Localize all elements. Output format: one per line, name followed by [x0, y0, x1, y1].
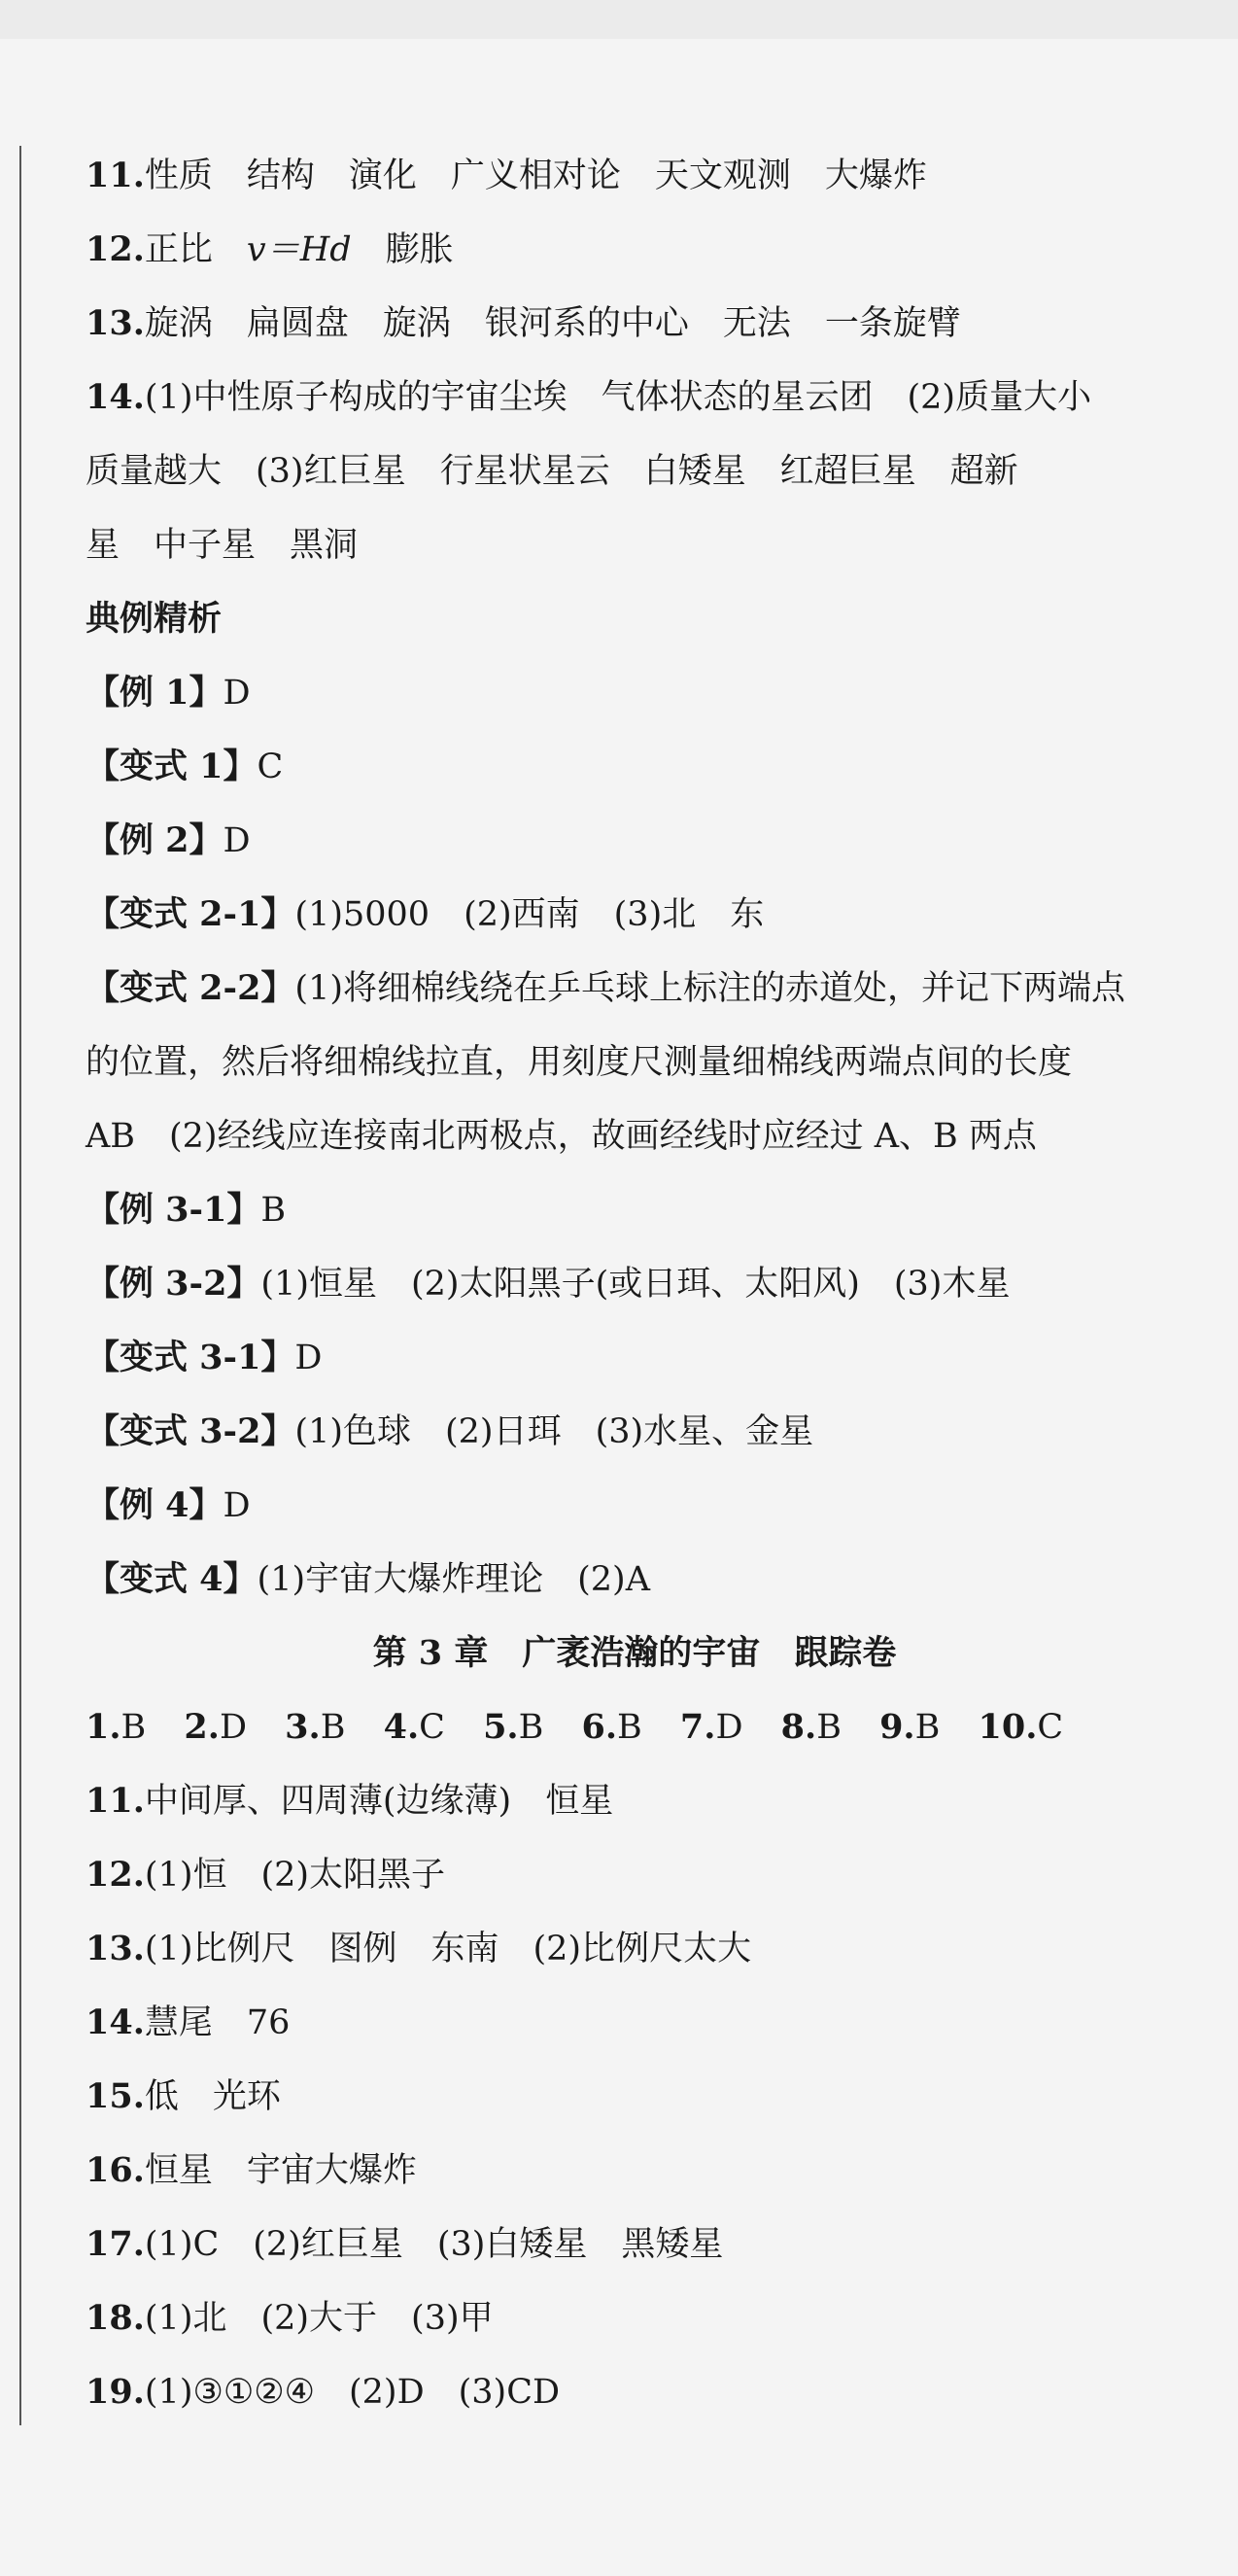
choice-answer: B [617, 1708, 642, 1747]
example-label: 【例 3-1】 [86, 1190, 261, 1230]
choice-answer: D [715, 1708, 743, 1747]
example-label: 【变式 3-2】 [86, 1411, 295, 1451]
choice-answer: B [816, 1708, 842, 1747]
question-number: 10. [978, 1707, 1038, 1747]
answer-text: D [294, 1339, 323, 1377]
question-number: 14. [86, 2002, 145, 2042]
example-line [86, 1395, 1184, 1469]
answer-line [86, 1912, 1184, 1986]
answer-text: (1)5000 (2)西南 (3)北 东 [294, 895, 765, 934]
answer-text: (1)比例尺 图例 东南 (2)比例尺太大 [144, 1930, 752, 1968]
answer-line-continued [86, 435, 1184, 508]
answer-line [86, 1764, 1184, 1838]
question-number: 16. [86, 2150, 145, 2190]
answer-text: 性质 结构 演化 广义相对论 天文观测 大爆炸 [144, 157, 927, 195]
question-number: 3. [285, 1707, 321, 1747]
answer-line-continued [86, 508, 1184, 582]
choice-answer: C [1037, 1708, 1064, 1747]
example-label: 【例 3-2】 [86, 1264, 261, 1304]
question-number: 12. [86, 1855, 145, 1895]
question-number: 4. [383, 1707, 420, 1747]
answer-line [86, 139, 1184, 213]
answer-text: D [223, 821, 251, 860]
margin-rule [19, 146, 21, 2425]
example-line [86, 730, 1184, 804]
example-label: 【变式 1】 [86, 747, 258, 786]
example-line [86, 1247, 1184, 1321]
answer-line [86, 287, 1184, 361]
chapter-title: 第 3 章 广袤浩瀚的宇宙 跟踪卷 [372, 1633, 897, 1673]
answer-line [86, 213, 1184, 287]
answer-text: B [260, 1191, 287, 1230]
example-label: 【变式 4】 [86, 1559, 258, 1599]
answer-text: 膨胀 [351, 230, 454, 269]
question-number: 17. [86, 2224, 145, 2264]
answer-line [86, 2208, 1184, 2281]
question-number: 9. [879, 1707, 915, 1747]
answer-line [86, 2060, 1184, 2134]
example-line [86, 1173, 1184, 1247]
answer-content [86, 139, 1184, 2429]
example-label: 【例 2】 [86, 820, 224, 860]
answer-line [86, 1838, 1184, 1912]
section-heading: 典例精析 [86, 599, 223, 639]
answer-text: 的位置，然后将细棉线拉直，用刻度尺测量细棉线两端点间的长度 [86, 1043, 1073, 1082]
choice-answer: C [419, 1708, 445, 1747]
answer-text: (1)宇宙大爆炸理论 (2)A [257, 1560, 650, 1599]
choice-answers [86, 1690, 1184, 1764]
answer-text: 星 中子星 黑洞 [86, 526, 359, 565]
answer-text: (1)恒 (2)太阳黑子 [144, 1856, 446, 1895]
answer-text: 质量越大 (3)红巨星 行星状星云 白矮星 红超巨星 超新 [86, 452, 1018, 491]
answer-text: 恒星 宇宙大爆炸 [144, 2151, 417, 2190]
answer-line [86, 2355, 1184, 2429]
question-number: 14. [86, 377, 145, 417]
answer-text: 旋涡 扁圆盘 旋涡 银河系的中心 无法 一条旋臂 [144, 304, 961, 343]
question-number: 12. [86, 229, 145, 269]
answer-text: 正比 [144, 230, 247, 269]
example-label: 【例 1】 [86, 673, 224, 713]
question-number: 5. [483, 1707, 519, 1747]
answer-text: (1)中性原子构成的宇宙尘埃 气体状态的星云团 (2)质量大小 [144, 378, 1092, 417]
formula: v＝Hd [246, 230, 352, 269]
answer-text: 慧尾 76 [144, 2003, 291, 2042]
answer-line [86, 2281, 1184, 2355]
answer-text: 中间厚、四周薄(边缘薄) 恒星 [144, 1782, 614, 1821]
question-number: 1. [86, 1707, 121, 1747]
example-line [86, 1469, 1184, 1543]
example-line [86, 878, 1184, 952]
answer-line [86, 1986, 1184, 2060]
question-number: 6. [581, 1707, 618, 1747]
example-line [86, 1543, 1184, 1617]
answer-text: (1)C (2)红巨星 (3)白矮星 黑矮星 [144, 2225, 724, 2264]
choice-answer: B [914, 1708, 941, 1747]
answer-text: (1)③①②④ (2)D (3)CD [144, 2373, 561, 2412]
answer-text: (1)北 (2)大于 (3)甲 [144, 2299, 494, 2338]
answer-line [86, 361, 1184, 435]
answer-text: (1)将细棉线绕在乒乓球上标注的赤道处，并记下两端点 [294, 969, 1126, 1008]
example-line [86, 1321, 1184, 1395]
question-number: 13. [86, 1929, 145, 1968]
top-band [0, 0, 1238, 39]
choice-answer: D [219, 1708, 248, 1747]
choice-answer: B [120, 1708, 147, 1747]
question-number: 11. [86, 1781, 145, 1821]
choice-answer: B [320, 1708, 346, 1747]
question-number: 2. [184, 1707, 220, 1747]
answer-line-continued [86, 1099, 1184, 1173]
answer-text: C [257, 748, 284, 786]
answer-text: 低 光环 [144, 2077, 281, 2116]
question-number: 13. [86, 303, 145, 343]
answer-text: D [223, 674, 251, 713]
example-label: 【变式 2-2】 [86, 968, 295, 1008]
question-number: 15. [86, 2076, 145, 2116]
example-line [86, 656, 1184, 730]
answer-line-continued [86, 1026, 1184, 1099]
question-number: 18. [86, 2298, 145, 2338]
example-line [86, 804, 1184, 878]
question-number: 7. [679, 1707, 716, 1747]
example-line [86, 952, 1184, 1026]
choice-answer: B [518, 1708, 544, 1747]
question-number: 19. [86, 2372, 145, 2412]
example-label: 【例 4】 [86, 1485, 224, 1525]
example-label: 【变式 2-1】 [86, 894, 295, 934]
answer-text: AB (2)经线应连接南北两极点，故画经线时应经过 A、B 两点 [86, 1117, 1037, 1156]
question-number: 11. [86, 156, 145, 195]
question-number: 8. [780, 1707, 817, 1747]
answer-text: D [223, 1486, 251, 1525]
answer-text: (1)色球 (2)日珥 (3)水星、金星 [294, 1412, 814, 1451]
example-label: 【变式 3-1】 [86, 1338, 295, 1377]
answer-text: (1)恒星 (2)太阳黑子(或日珥、太阳风) (3)木星 [260, 1265, 1011, 1304]
answer-line [86, 2134, 1184, 2208]
